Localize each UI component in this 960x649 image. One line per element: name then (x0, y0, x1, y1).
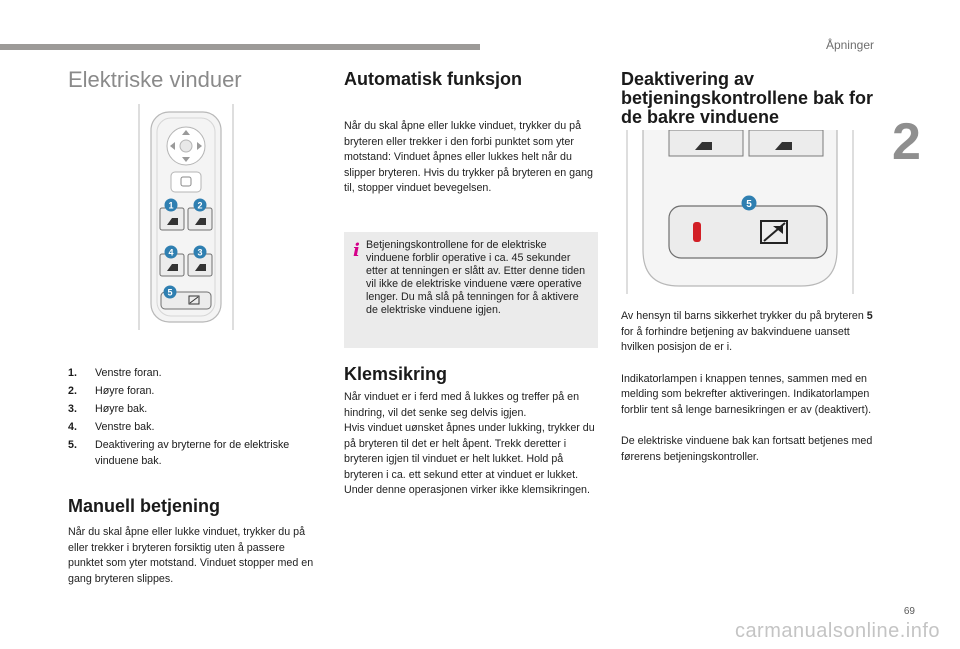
anti-pinch-text: Når vinduet er i ferd med å lukkes og treffer på en hindring, vil det senke seg delvis igjen. Hvis vinduet uønsket åpnes under lukking, trykker du på bryteren til det er helt åpent. Trekk deretter i bryteren igjen til vinduet er helt lukket. Hold på bryteren i ca. ett sekund etter at vinduet er lukket. Under denne operasjonen virker ikke klemsikringen. (344, 391, 595, 496)
watermark-text: carmanualsonline.info (734, 620, 940, 642)
page-title: Elektriske vinduer (68, 67, 242, 92)
page-number: 69 (903, 606, 915, 617)
legend-item: 4. Venstre bak. (68, 421, 155, 433)
automatic-function-heading: Automatisk funksjon (344, 69, 523, 89)
info-note-text: Betjeningskontrollene for de elektriske vinduene forblir operative i ca. 45 sekunder etter at tenningen er slått av. Etter denne tiden vil ikke de elektriske vinduene være operative lenger. Du må slå på tenningen for å aktivere de elektriske vinduene igjen. (366, 239, 586, 316)
section-name: Åpninger (825, 38, 874, 52)
figure-badge-3 (194, 246, 207, 259)
figure-badge-1 (165, 199, 178, 212)
manual-operation-text: Når du skal åpne eller lukke vinduet, trykker du på eller trekker i bryteren forsiktig uten å passere punktet som yter motstand. Vinduet stopper med en gang bryteren slippes. (68, 526, 314, 585)
figure-badge-2 (194, 199, 207, 212)
figure-badge-4 (165, 246, 178, 259)
info-note (344, 232, 598, 348)
svg-text:5: 5 (167, 287, 173, 298)
warning-led-icon (693, 222, 701, 242)
svg-text:4: 4 (168, 247, 174, 258)
legend-item: 5. Deaktivering av bryterne for de elektriske vinduene bak. (68, 439, 290, 467)
figure-legend (68, 364, 323, 469)
rear-lockout-text: Av hensyn til barns sikkerhet trykker du på bryteren 5 for å forhindre betjening av bakvinduene uansett hvilken posisjon de er i. Indikatorlampen i knappen tennes, sammen med en melding som bekrefter aktiveringen. Indikatorlampen forblir tent så lenge barnesikringen er av (deaktivert). De elektriske vinduene bak kan fortsatt betjenes med førerens betjeningskontroller. (621, 310, 873, 463)
rear-lockout-switch-figure (621, 130, 859, 294)
legend-item: 3. Høyre bak. (68, 403, 148, 415)
svg-text:2: 2 (197, 200, 203, 211)
top-rule (0, 44, 480, 50)
anti-pinch-heading: Klemsikring (344, 364, 448, 384)
chapter-number: 2 (892, 113, 921, 171)
legend-item: 2. Høyre foran. (68, 385, 155, 397)
window-switch-panel-figure (137, 104, 235, 330)
info-icon: i (353, 240, 360, 261)
manual-operation-heading: Manuell betjening (68, 496, 221, 516)
svg-text:1: 1 (168, 200, 174, 211)
rear-lockout-heading: Deaktivering av betjeningskontrollene bak for de bakre vinduene (621, 69, 874, 127)
automatic-function-text: Når du skal åpne eller lukke vinduet, trykker du på bryteren eller trekker i den forbi punktet som yter motstand: Vinduet åpnes eller lukkes helt når du slipper bryteren. Hvis du trykker på bryteren en gang til, stopper vinduet bevegelsen. (344, 120, 593, 194)
legend-item: 1. Venstre foran. (68, 367, 162, 379)
figure-badge-5 (742, 196, 757, 211)
figure-badge-5 (164, 286, 177, 299)
svg-text:3: 3 (197, 247, 203, 258)
svg-text:5: 5 (746, 198, 752, 210)
